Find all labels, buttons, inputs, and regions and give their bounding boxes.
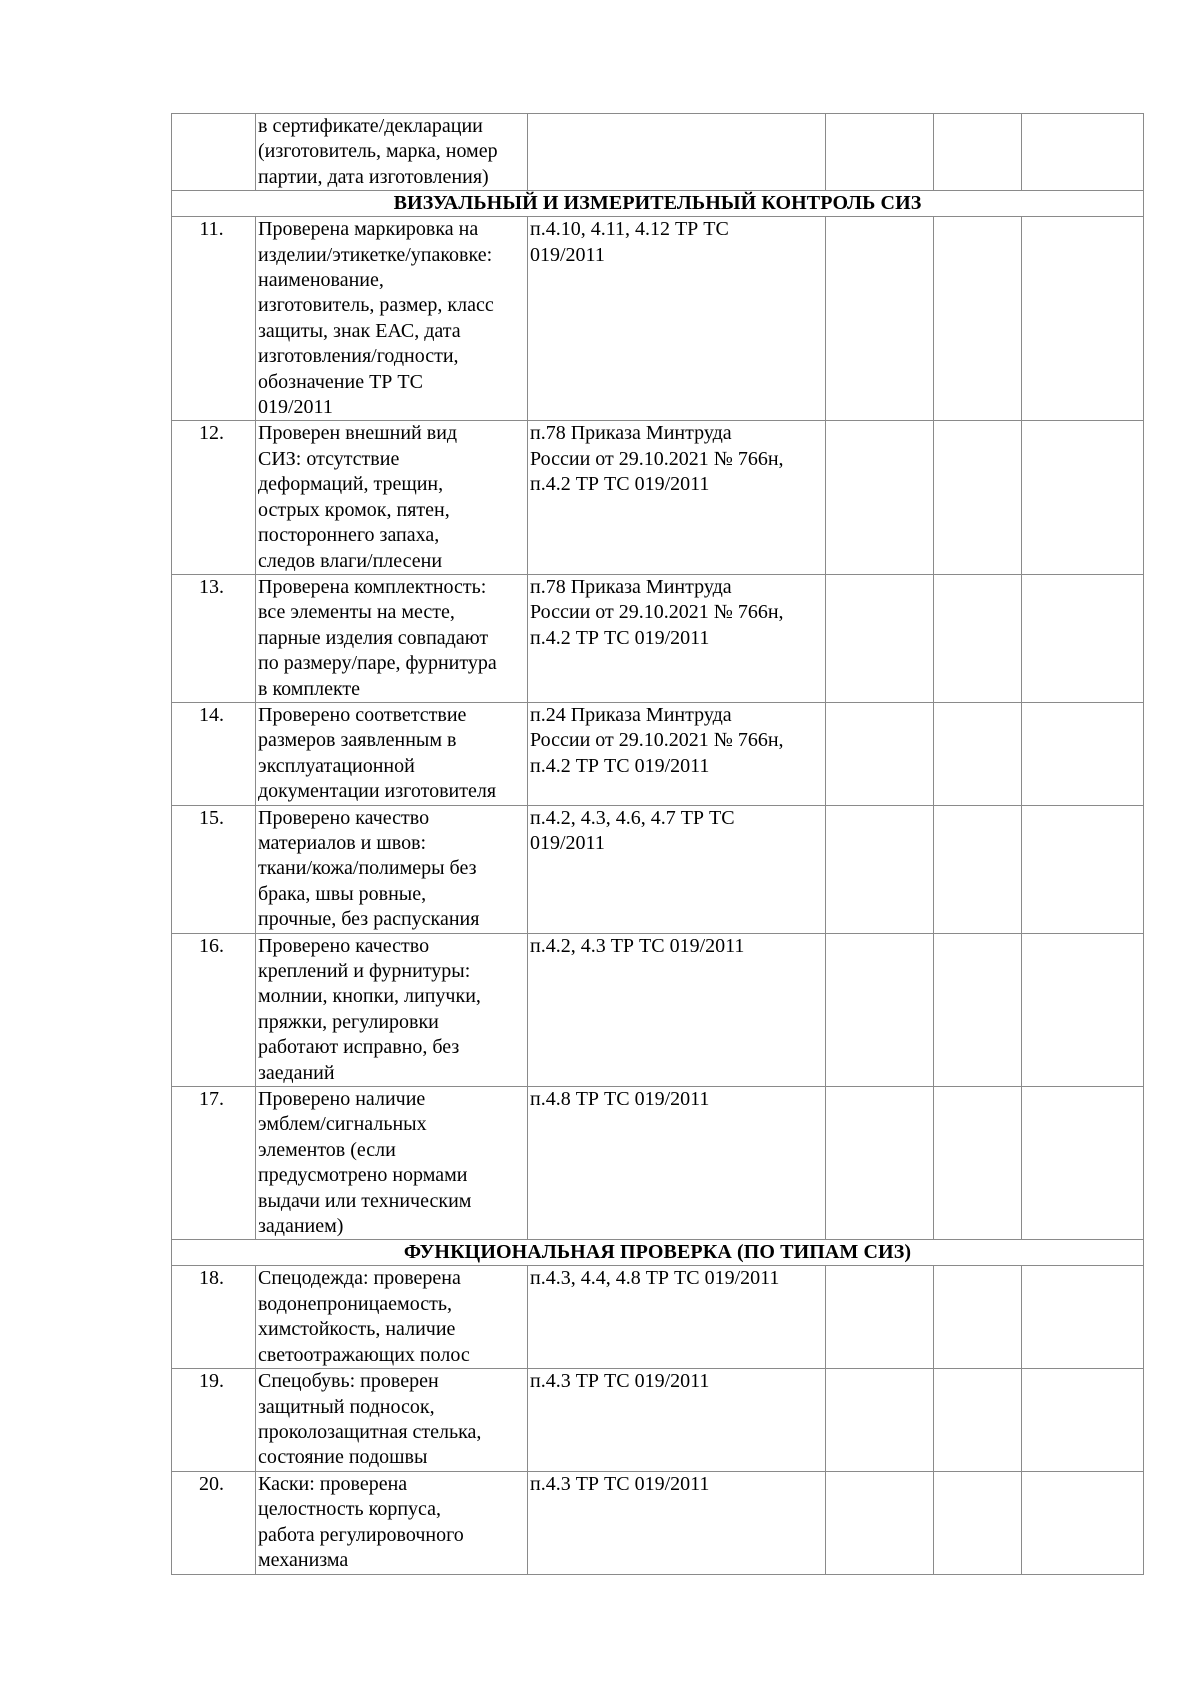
requirement-text-line: химстойкость, наличие	[258, 1318, 456, 1341]
requirement-text-line: (изготовитель, марка, номер	[258, 140, 498, 163]
mark-cell-2	[934, 114, 1022, 191]
requirement-text-line: острых кромок, пятен,	[258, 498, 450, 521]
requirement-text-line: в сертификате/декларации	[258, 115, 483, 137]
requirement-text-line: защиты, знак ЕАС, дата	[258, 319, 461, 342]
regulation-reference-cell	[528, 1266, 826, 1369]
requirement-text-line: эксплуатационной	[258, 754, 415, 777]
regulation-reference-line: п.24 Приказа Минтруда	[530, 703, 732, 726]
regulation-reference-line: п.4.3 ТР ТС 019/2011	[530, 1370, 710, 1393]
item-number: 13.	[172, 574, 256, 702]
mark-cell-1	[826, 574, 934, 702]
regulation-reference-cell	[528, 1369, 826, 1472]
requirement-text-line: предусмотрено нормами	[258, 1164, 468, 1187]
regulation-reference-cell	[528, 1087, 826, 1240]
item-number	[172, 114, 256, 191]
table-row	[172, 1471, 1144, 1574]
mark-cell-2	[934, 421, 1022, 574]
requirement-text-line: целостность корпуса,	[258, 1498, 442, 1521]
requirement-text-line: размеров заявленным в	[258, 729, 457, 752]
requirement-text-line: молнии, кнопки, липучки,	[258, 985, 481, 1008]
requirement-text-line: обозначение ТР ТС	[258, 370, 423, 393]
requirement-text-line: состояние подошвы	[258, 1446, 428, 1469]
mark-cell-2	[934, 1266, 1022, 1369]
regulation-reference-line: п.78 Приказа Минтруда	[530, 422, 732, 445]
mark-cell-3	[1022, 702, 1144, 805]
mark-cell-2	[934, 574, 1022, 702]
mark-cell-3	[1022, 421, 1144, 574]
regulation-reference-cell	[528, 421, 826, 574]
requirement-text-line: выдачи или техническим	[258, 1189, 472, 1212]
requirement-text-line: защитный подносок,	[258, 1395, 435, 1418]
requirement-text-line: постороннего запаха,	[258, 524, 440, 547]
requirement-text-line: проколозащитная стелька,	[258, 1420, 482, 1443]
requirement-text-line: по размеру/паре, фурнитура	[258, 652, 497, 675]
table-row	[172, 1266, 1144, 1369]
mark-cell-2	[934, 1087, 1022, 1240]
requirement-cell	[256, 933, 528, 1086]
requirement-cell	[256, 574, 528, 702]
mark-cell-1	[826, 1369, 934, 1472]
requirement-text-line: Проверено качество	[258, 934, 430, 957]
requirement-text-line: партии, дата изготовления)	[258, 165, 489, 188]
requirement-cell	[256, 217, 528, 421]
regulation-reference-line: п.4.3 ТР ТС 019/2011	[530, 1472, 710, 1495]
requirement-text-line: работа регулировочного	[258, 1523, 464, 1546]
mark-cell-2	[934, 1369, 1022, 1472]
requirement-text-line: водонепроницаемость,	[258, 1292, 452, 1315]
checklist-table	[171, 113, 1144, 1575]
requirement-text-line: светоотражающих полос	[258, 1343, 470, 1366]
item-number: 14.	[172, 702, 256, 805]
regulation-reference-cell	[528, 805, 826, 933]
requirement-text-line: Спецобувь: проверен	[258, 1370, 439, 1393]
regulation-reference-line: п.4.2, 4.3 ТР ТС 019/2011	[530, 934, 745, 957]
regulation-reference-line: п.4.2 ТР ТС 019/2011	[530, 626, 710, 649]
requirement-text-line: деформаций, трещин,	[258, 473, 444, 496]
requirement-text-line: Проверен внешний вид	[258, 422, 458, 445]
item-number: 19.	[172, 1369, 256, 1472]
requirement-text-line: наименование,	[258, 269, 384, 292]
table-row	[172, 1087, 1144, 1240]
regulation-reference-cell	[528, 702, 826, 805]
mark-cell-2	[934, 805, 1022, 933]
item-number: 17.	[172, 1087, 256, 1240]
table-row	[172, 421, 1144, 574]
requirement-text-line: прочные, без распускания	[258, 908, 480, 931]
regulation-reference-line: п.4.2 ТР ТС 019/2011	[530, 473, 710, 496]
mark-cell-2	[934, 217, 1022, 421]
requirement-cell	[256, 1369, 528, 1472]
requirement-text-line: Каски: проверена	[258, 1472, 408, 1495]
requirement-text-line: изделии/этикетке/упаковке:	[258, 243, 493, 266]
mark-cell-3	[1022, 574, 1144, 702]
mark-cell-1	[826, 217, 934, 421]
item-number: 11.	[172, 217, 256, 421]
regulation-reference-line: п.78 Приказа Минтруда	[530, 575, 732, 598]
regulation-reference-line: п.4.8 ТР ТС 019/2011	[530, 1088, 710, 1111]
requirement-text-line: материалов и швов:	[258, 831, 427, 854]
table-row	[172, 702, 1144, 805]
table-row	[172, 805, 1144, 933]
table-row	[172, 217, 1144, 421]
requirement-text-line: СИЗ: отсутствие	[258, 447, 400, 470]
mark-cell-2	[934, 933, 1022, 1086]
mark-cell-1	[826, 702, 934, 805]
requirement-text-line: заданием)	[258, 1215, 344, 1238]
mark-cell-1	[826, 1471, 934, 1574]
regulation-reference-cell	[528, 933, 826, 1086]
requirement-text-line: документации изготовителя	[258, 780, 497, 803]
mark-cell-1	[826, 1266, 934, 1369]
requirement-cell	[256, 702, 528, 805]
mark-cell-3	[1022, 114, 1144, 191]
requirement-text-line: брака, швы ровные,	[258, 882, 427, 905]
requirement-text-line: Проверена маркировка на	[258, 218, 479, 241]
regulation-reference-cell	[528, 217, 826, 421]
requirement-text-line: изготовления/годности,	[258, 345, 459, 368]
requirement-text-line: Спецодежда: проверена	[258, 1267, 461, 1290]
regulation-reference-line: п.4.2 ТР ТС 019/2011	[530, 754, 710, 777]
requirement-cell	[256, 114, 528, 191]
section-title: ФУНКЦИОНАЛЬНАЯ ПРОВЕРКА (ПО ТИПАМ СИЗ)	[172, 1240, 1144, 1266]
section-header-row	[172, 1240, 1144, 1266]
requirement-text-line: Проверено соответствие	[258, 703, 467, 726]
requirement-text-line: следов влаги/плесени	[258, 549, 443, 572]
requirement-cell	[256, 421, 528, 574]
table-row	[172, 114, 1144, 191]
requirement-cell	[256, 1266, 528, 1369]
regulation-reference-line: России от 29.10.2021 № 766н,	[530, 601, 784, 624]
requirement-text-line: креплений и фурнитуры:	[258, 960, 471, 982]
mark-cell-3	[1022, 1266, 1144, 1369]
requirement-text-line: Проверена комплектность:	[258, 575, 487, 598]
requirement-text-line: элементов (если	[258, 1138, 396, 1161]
mark-cell-2	[934, 702, 1022, 805]
section-title: ВИЗУАЛЬНЫЙ И ИЗМЕРИТЕЛЬНЫЙ КОНТРОЛЬ СИЗ	[172, 191, 1144, 217]
mark-cell-1	[826, 805, 934, 933]
requirement-cell	[256, 1471, 528, 1574]
regulation-reference-line: п.4.10, 4.11, 4.12 ТР ТС	[530, 218, 729, 241]
requirement-text-line: парные изделия совпадают	[258, 626, 489, 649]
regulation-reference-cell	[528, 1471, 826, 1574]
mark-cell-3	[1022, 933, 1144, 1086]
item-number: 16.	[172, 933, 256, 1086]
regulation-reference-line: п.4.3, 4.4, 4.8 ТР ТС 019/2011	[530, 1267, 780, 1290]
regulation-reference-cell	[528, 574, 826, 702]
mark-cell-1	[826, 933, 934, 1086]
mark-cell-3	[1022, 1087, 1144, 1240]
mark-cell-1	[826, 1087, 934, 1240]
regulation-reference-line: 019/2011	[530, 831, 605, 854]
regulation-reference-line: России от 29.10.2021 № 766н,	[530, 729, 784, 752]
requirement-text-line: изготовитель, размер, класс	[258, 294, 494, 317]
section-header-row	[172, 191, 1144, 217]
mark-cell-1	[826, 114, 934, 191]
requirement-cell	[256, 1087, 528, 1240]
item-number: 15.	[172, 805, 256, 933]
requirement-text-line: Проверено наличие	[258, 1088, 426, 1111]
requirement-text-line: заеданий	[258, 1061, 335, 1084]
table-row	[172, 1369, 1144, 1472]
table-row	[172, 574, 1144, 702]
table-row	[172, 933, 1144, 1086]
mark-cell-1	[826, 421, 934, 574]
requirement-text-line: в комплекте	[258, 677, 361, 700]
mark-cell-3	[1022, 805, 1144, 933]
regulation-reference-line: России от 29.10.2021 № 766н,	[530, 447, 784, 470]
item-number: 20.	[172, 1471, 256, 1574]
requirement-cell	[256, 805, 528, 933]
regulation-reference-line: 019/2011	[530, 243, 605, 266]
requirement-text-line: 019/2011	[258, 396, 333, 419]
mark-cell-2	[934, 1471, 1022, 1574]
item-number: 12.	[172, 421, 256, 574]
regulation-reference-cell	[528, 114, 826, 191]
regulation-reference-line: п.4.2, 4.3, 4.6, 4.7 ТР ТС	[530, 806, 735, 829]
mark-cell-3	[1022, 217, 1144, 421]
checklist-table-body	[172, 114, 1144, 1575]
requirement-text-line: эмблем/сигнальных	[258, 1113, 427, 1136]
item-number: 18.	[172, 1266, 256, 1369]
requirement-text-line: все элементы на месте,	[258, 601, 455, 624]
mark-cell-3	[1022, 1369, 1144, 1472]
requirement-text-line: Проверено качество	[258, 806, 430, 829]
mark-cell-3	[1022, 1471, 1144, 1574]
requirement-text-line: ткани/кожа/полимеры без	[258, 857, 477, 880]
requirement-text-line: работают исправно, без	[258, 1036, 460, 1059]
requirement-text-line: механизма	[258, 1548, 349, 1571]
requirement-text-line: пряжки, регулировки	[258, 1010, 439, 1033]
